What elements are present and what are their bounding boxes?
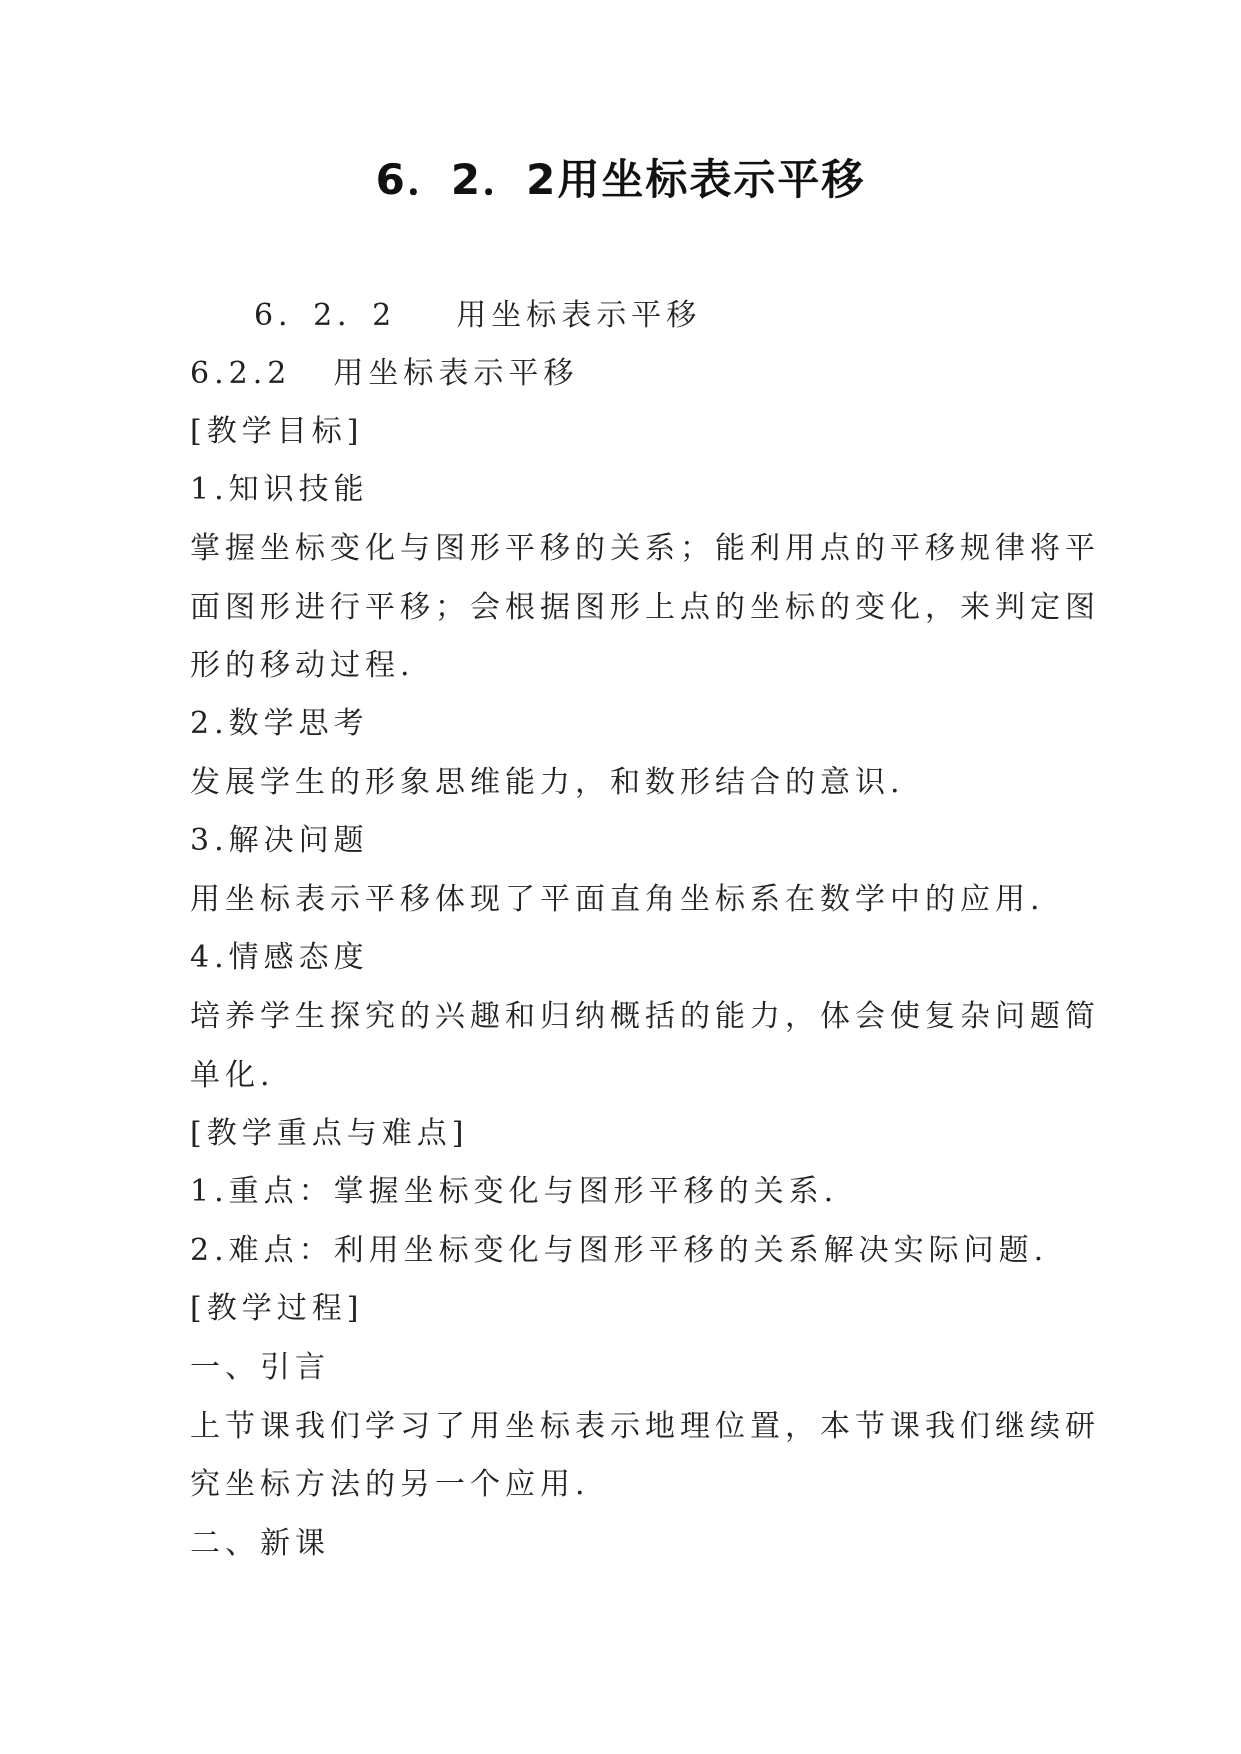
heading-teaching-process: [教学过程]	[190, 1291, 364, 1326]
goal-2-heading: 2.数学思考	[190, 706, 369, 741]
paragraph-line: 上节课我们学习了用坐标表示地理位置，本节课我们继续研	[190, 1409, 1100, 1444]
section-heading-repeat	[190, 354, 578, 394]
section-title-repeat: 用坐标表示平移	[333, 356, 579, 391]
difficulty-line: 2.难点：利用坐标变化与图形平移的关系解决实际问题.	[190, 1233, 1049, 1268]
paragraph-line: 发展学生的形象思维能力，和数形结合的意识.	[190, 765, 905, 800]
paragraph-line: 究坐标方法的另一个应用.	[190, 1467, 590, 1502]
paragraph-line: 形的移动过程.	[190, 648, 415, 683]
process-step-heading: 二、新课	[190, 1526, 330, 1561]
key-point-line: 1.重点：掌握坐标变化与图形平移的关系.	[190, 1174, 839, 1209]
section-title: 用坐标表示平移	[456, 298, 702, 333]
heading-key-points: [教学重点与难点]	[190, 1116, 469, 1151]
section-heading	[254, 296, 701, 336]
section-number: 6．2．2	[254, 298, 397, 333]
paragraph-line: 用坐标表示平移体现了平面直角坐标系在数学中的应用.	[190, 882, 1045, 917]
document-title: 6．2．2用坐标表示平移	[375, 155, 866, 204]
goal-1-heading: 1.知识技能	[190, 472, 369, 507]
paragraph-line: 单化.	[190, 1058, 275, 1093]
process-step-heading: 一、引言	[190, 1350, 330, 1385]
paragraph-line: 面图形进行平移；会根据图形上点的坐标的变化，来判定图	[190, 590, 1100, 625]
goal-3-heading: 3.解决问题	[190, 823, 369, 858]
paragraph-line: 培养学生探究的兴趣和归纳概括的能力，体会使复杂问题简	[190, 999, 1100, 1034]
paragraph-line: 掌握坐标变化与图形平移的关系；能利用点的平移规律将平	[190, 531, 1100, 566]
heading-teaching-goals: [教学目标]	[190, 414, 364, 449]
goal-4-heading: 4.情感态度	[190, 940, 369, 975]
section-number-repeat: 6.2.2	[190, 356, 292, 391]
